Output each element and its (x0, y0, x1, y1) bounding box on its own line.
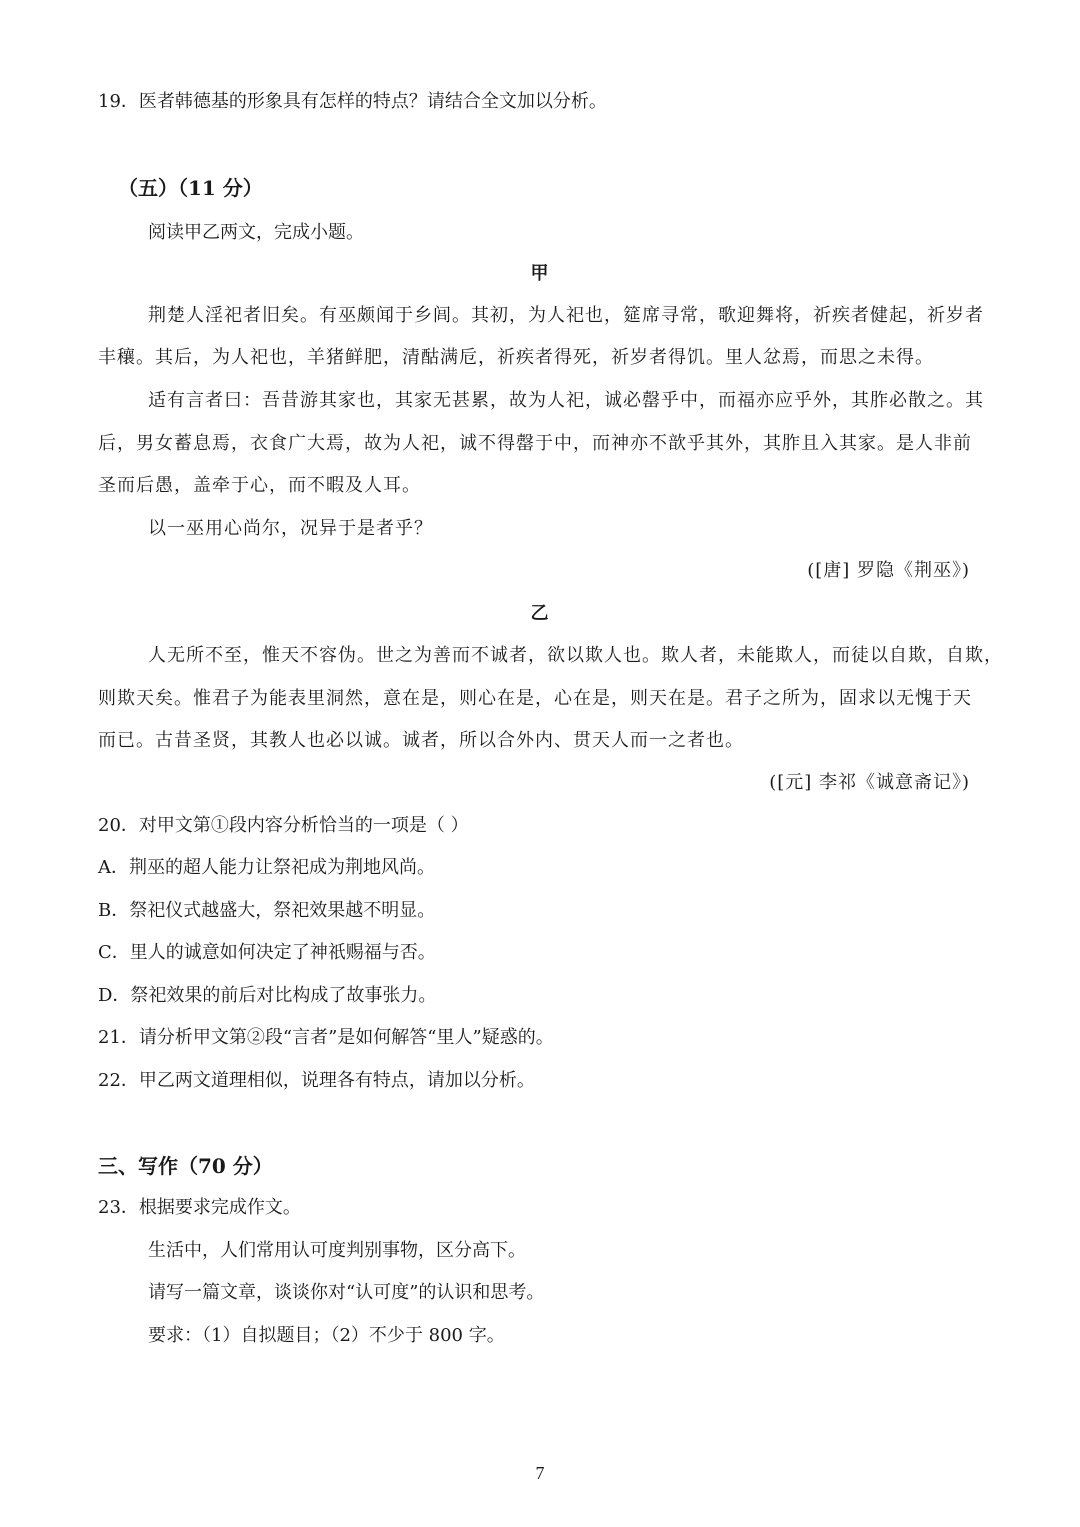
text-b-line2: 则欺天矣。惟君子为能表里洞然，意在是，则心在是，心在是，则天在是。君子之所为，固求以无愧于天 (98, 688, 972, 709)
question-20-option-b: B．祭祀仪式越盛大，祭祀效果越不明显。 (98, 900, 436, 921)
section-5-heading: （五）（11 分） (118, 176, 263, 200)
question-19: 19．医者韩德基的形象具有怎样的特点？请结合全文加以分析。 (98, 91, 607, 112)
writing-prompt-1: 生活中，人们常用认可度判别事物，区分高下。 (148, 1240, 526, 1261)
question-20-option-c: C．里人的诚意如何决定了神祇赐福与否。 (98, 942, 436, 963)
page-number: 7 (535, 1463, 545, 1483)
text-a-p2-line1: 适有言者曰：吾昔游其家也，其家无甚累，故为人祀，诚必罄乎中，而福亦应乎外，其胙必散之。其 (148, 390, 984, 411)
text-b-title: 乙 (530, 603, 550, 624)
question-23: 23．根据要求完成作文。 (98, 1197, 301, 1218)
question-20-option-a: A．荆巫的超人能力让祭祀成为荆地风尚。 (98, 857, 435, 878)
section-5-instruction: 阅读甲乙两文，完成小题。 (148, 222, 364, 243)
question-21: 21．请分析甲文第②段“言者”是如何解答“里人”疑惑的。 (98, 1027, 554, 1048)
question-20-option-d: D．祭祀效果的前后对比构成了故事张力。 (98, 985, 437, 1006)
text-b-line3: 而已。古昔圣贤，其教人也必以诚。诚者，所以合外内、贯天人而一之者也。 (98, 730, 744, 751)
text-a-p3: 以一巫用心尚尔，况异于是者乎？ (148, 518, 433, 539)
text-a-source: ([唐] 罗隐《荆巫》) (807, 560, 970, 581)
section-3-heading: 三、写作（70 分） (98, 1154, 273, 1178)
question-20-stem: 20．对甲文第①段内容分析恰当的一项是（ ） (98, 815, 469, 836)
text-a-title: 甲 (530, 263, 550, 284)
text-a-p2-line3: 圣而后愚，盖牵于心，而不暇及人耳。 (98, 475, 421, 496)
question-22: 22．甲乙两文道理相似，说理各有特点，请加以分析。 (98, 1070, 535, 1091)
writing-requirements: 要求：（1）自拟题目；（2）不少于 800 字。 (148, 1325, 505, 1346)
text-a-p2-line2: 后，男女蓄息焉，衣食广大焉，故为人祀，诚不得罄于中，而神亦不歆乎其外，其胙且入其家。是人非前 (98, 433, 972, 454)
text-a-p1-line1: 荆楚人淫祀者旧矣。有巫颇闻于乡闾。其初，为人祀也，筵席寻常，歌迎舞将，祈疾者健起，祈岁者 (148, 305, 984, 326)
writing-prompt-2: 请写一篇文章，谈谈你对“认可度”的认识和思考。 (148, 1282, 545, 1303)
text-b-line1: 人无所不至，惟天不容伪。世之为善而不诚者，欲以欺人也。欺人者，未能欺人，而徒以自欺，自欺， (148, 645, 1003, 666)
text-a-p1-line2: 丰穰。其后，为人祀也，羊猪鲜肥，清酤满卮，祈疾者得死，祈岁者得饥。里人忿焉，而思之未得。 (98, 347, 934, 368)
text-b-source: ([元] 李祁《诚意斋记》) (769, 772, 970, 793)
